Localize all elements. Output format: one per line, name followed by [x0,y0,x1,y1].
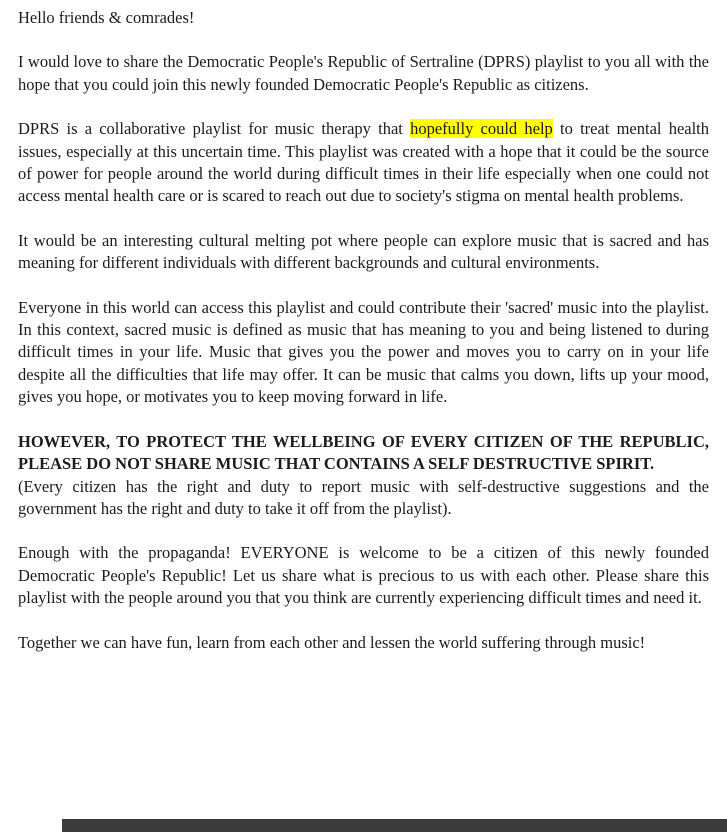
sacred-music-paragraph: Everyone in this world can access this playlist and could contribute their 'sacred' music into the playlist. In this context, sacred music is defined as music that has meaning to you and being listened to during difficult times in your life. Music that gives you the power and moves you to carry on in your life despite all the difficulties that life may offer. It can be music that calms you down, lifts up your mood, gives you hope, or motivates you to keep moving forward in life. [18,297,709,407]
greeting-line: Hello friends & comrades! [18,8,195,27]
intro-paragraph: I would love to share the Democratic People's Republic of Sertraline (DPRS) playlist to you all with the hope that you could join this newly founded Democratic People's Republic as citizens. [18,52,709,94]
melting-pot-paragraph: It would be an interesting cultural melting pot where people can explore music that is sacred and has meaning for different individuals with different backgrounds and cultural environments. [18,230,709,273]
embed-top-strip [62,819,727,832]
closing-paragraph: Together we can have fun, learn from each other and lessen the world suffering through music! [18,632,646,652]
warning-bold-paragraph: HOWEVER, TO PROTECT THE WELLBEING OF EVERY CITIZEN OF THE REPUBLIC, PLEASE DO NOT SHARE MUSIC THAT CONTAINS A SELF DESTRUCTIVE SPIRIT. [18,431,709,474]
warning-note-paragraph: (Every citizen has the right and duty to report music with self-destructive suggestions and the government has the right and duty to take it off from the playlist). [18,476,709,518]
highlighted-text: hopefully could help [410,119,553,139]
dprs-text-after: to treat mental health issues, especially at this uncertain time. This playlist was created with a hope that it could be the source of power for people around the world during difficult times in their life especially when one could not access mental health care or is scared to reach out due to society's stigma on mental health problems. [18,119,710,206]
propaganda-paragraph: Enough with the propaganda! EVERYONE is welcome to be a citizen of this newly founded Democratic People's Republic! Let us share what is precious to us with each other. Please share this playlist with the people around you that you think are currently experiencing difficult times and need it. [18,543,709,608]
dprs-text-before: DPRS is a collaborative playlist for music therapy that [18,119,411,139]
dprs-paragraph [18,118,709,208]
